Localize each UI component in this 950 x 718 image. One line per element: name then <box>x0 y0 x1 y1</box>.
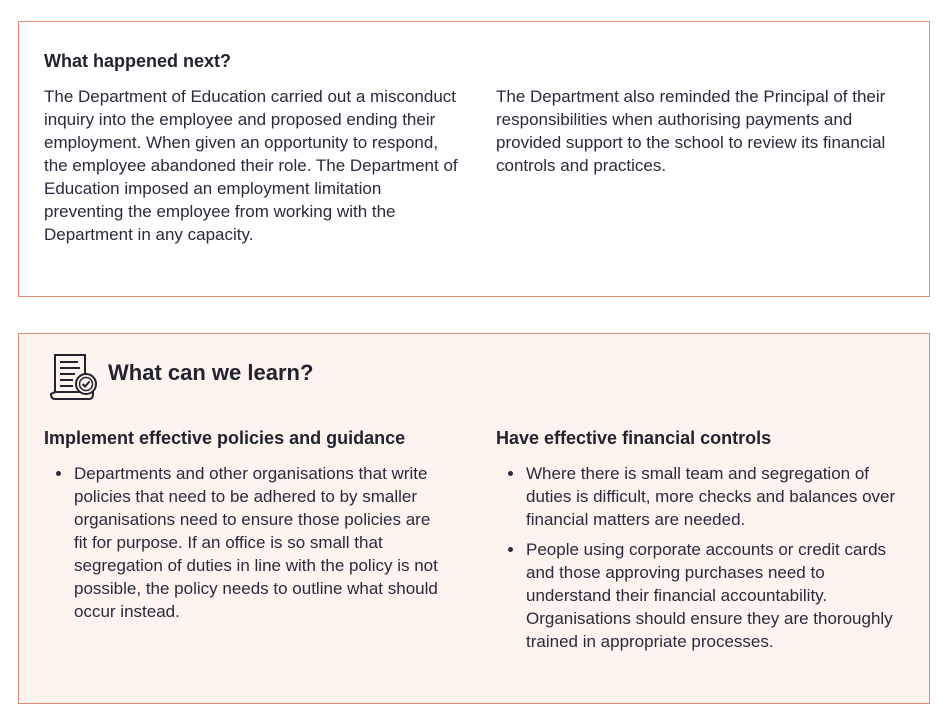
list-item: Departments and other organisations that write policies that need to be adhered to by smaller organisations need to ensure those policies are fit for purpose. If an office is so small that segregation of duties in line with the policy is not possible, the policy needs to outline what should occur instead. <box>44 462 439 623</box>
what-can-we-learn-panel <box>18 333 930 704</box>
financial-controls-subheading: Have effective financial controls <box>496 428 772 448</box>
next-right-paragraph: The Department also reminded the Principal of their responsibilities when authorising payments and provided support to the school to review its financial controls and practices. <box>496 87 886 175</box>
document-check-icon <box>49 352 101 402</box>
what-happened-next-heading: What happened next? <box>44 51 232 71</box>
list-item: People using corporate accounts or credit cards and those approving purchases need to understand their financial accountability. Organisations should ensure they are thoroughly trained in appropriate processes. <box>496 538 906 653</box>
financial-controls-bullet-list <box>496 462 906 660</box>
next-left-paragraph: The Department of Education carried out a misconduct inquiry into the employee and proposed ending their employment. When given an opportunity to respond, the employee abandoned their role. The Department of Education imposed an employment limitation preventing the employee from working with the Department in any capacity. <box>44 87 458 244</box>
policies-subheading: Implement effective policies and guidance <box>44 428 406 448</box>
what-happened-next-panel <box>18 21 930 297</box>
policies-bullet-list <box>44 462 439 630</box>
next-right-column <box>496 85 916 177</box>
next-left-column <box>44 85 464 246</box>
what-can-we-learn-heading: What can we learn? <box>108 360 314 385</box>
list-item: Where there is small team and segregation of duties is difficult, more checks and balances over financial matters are needed. <box>496 462 906 531</box>
